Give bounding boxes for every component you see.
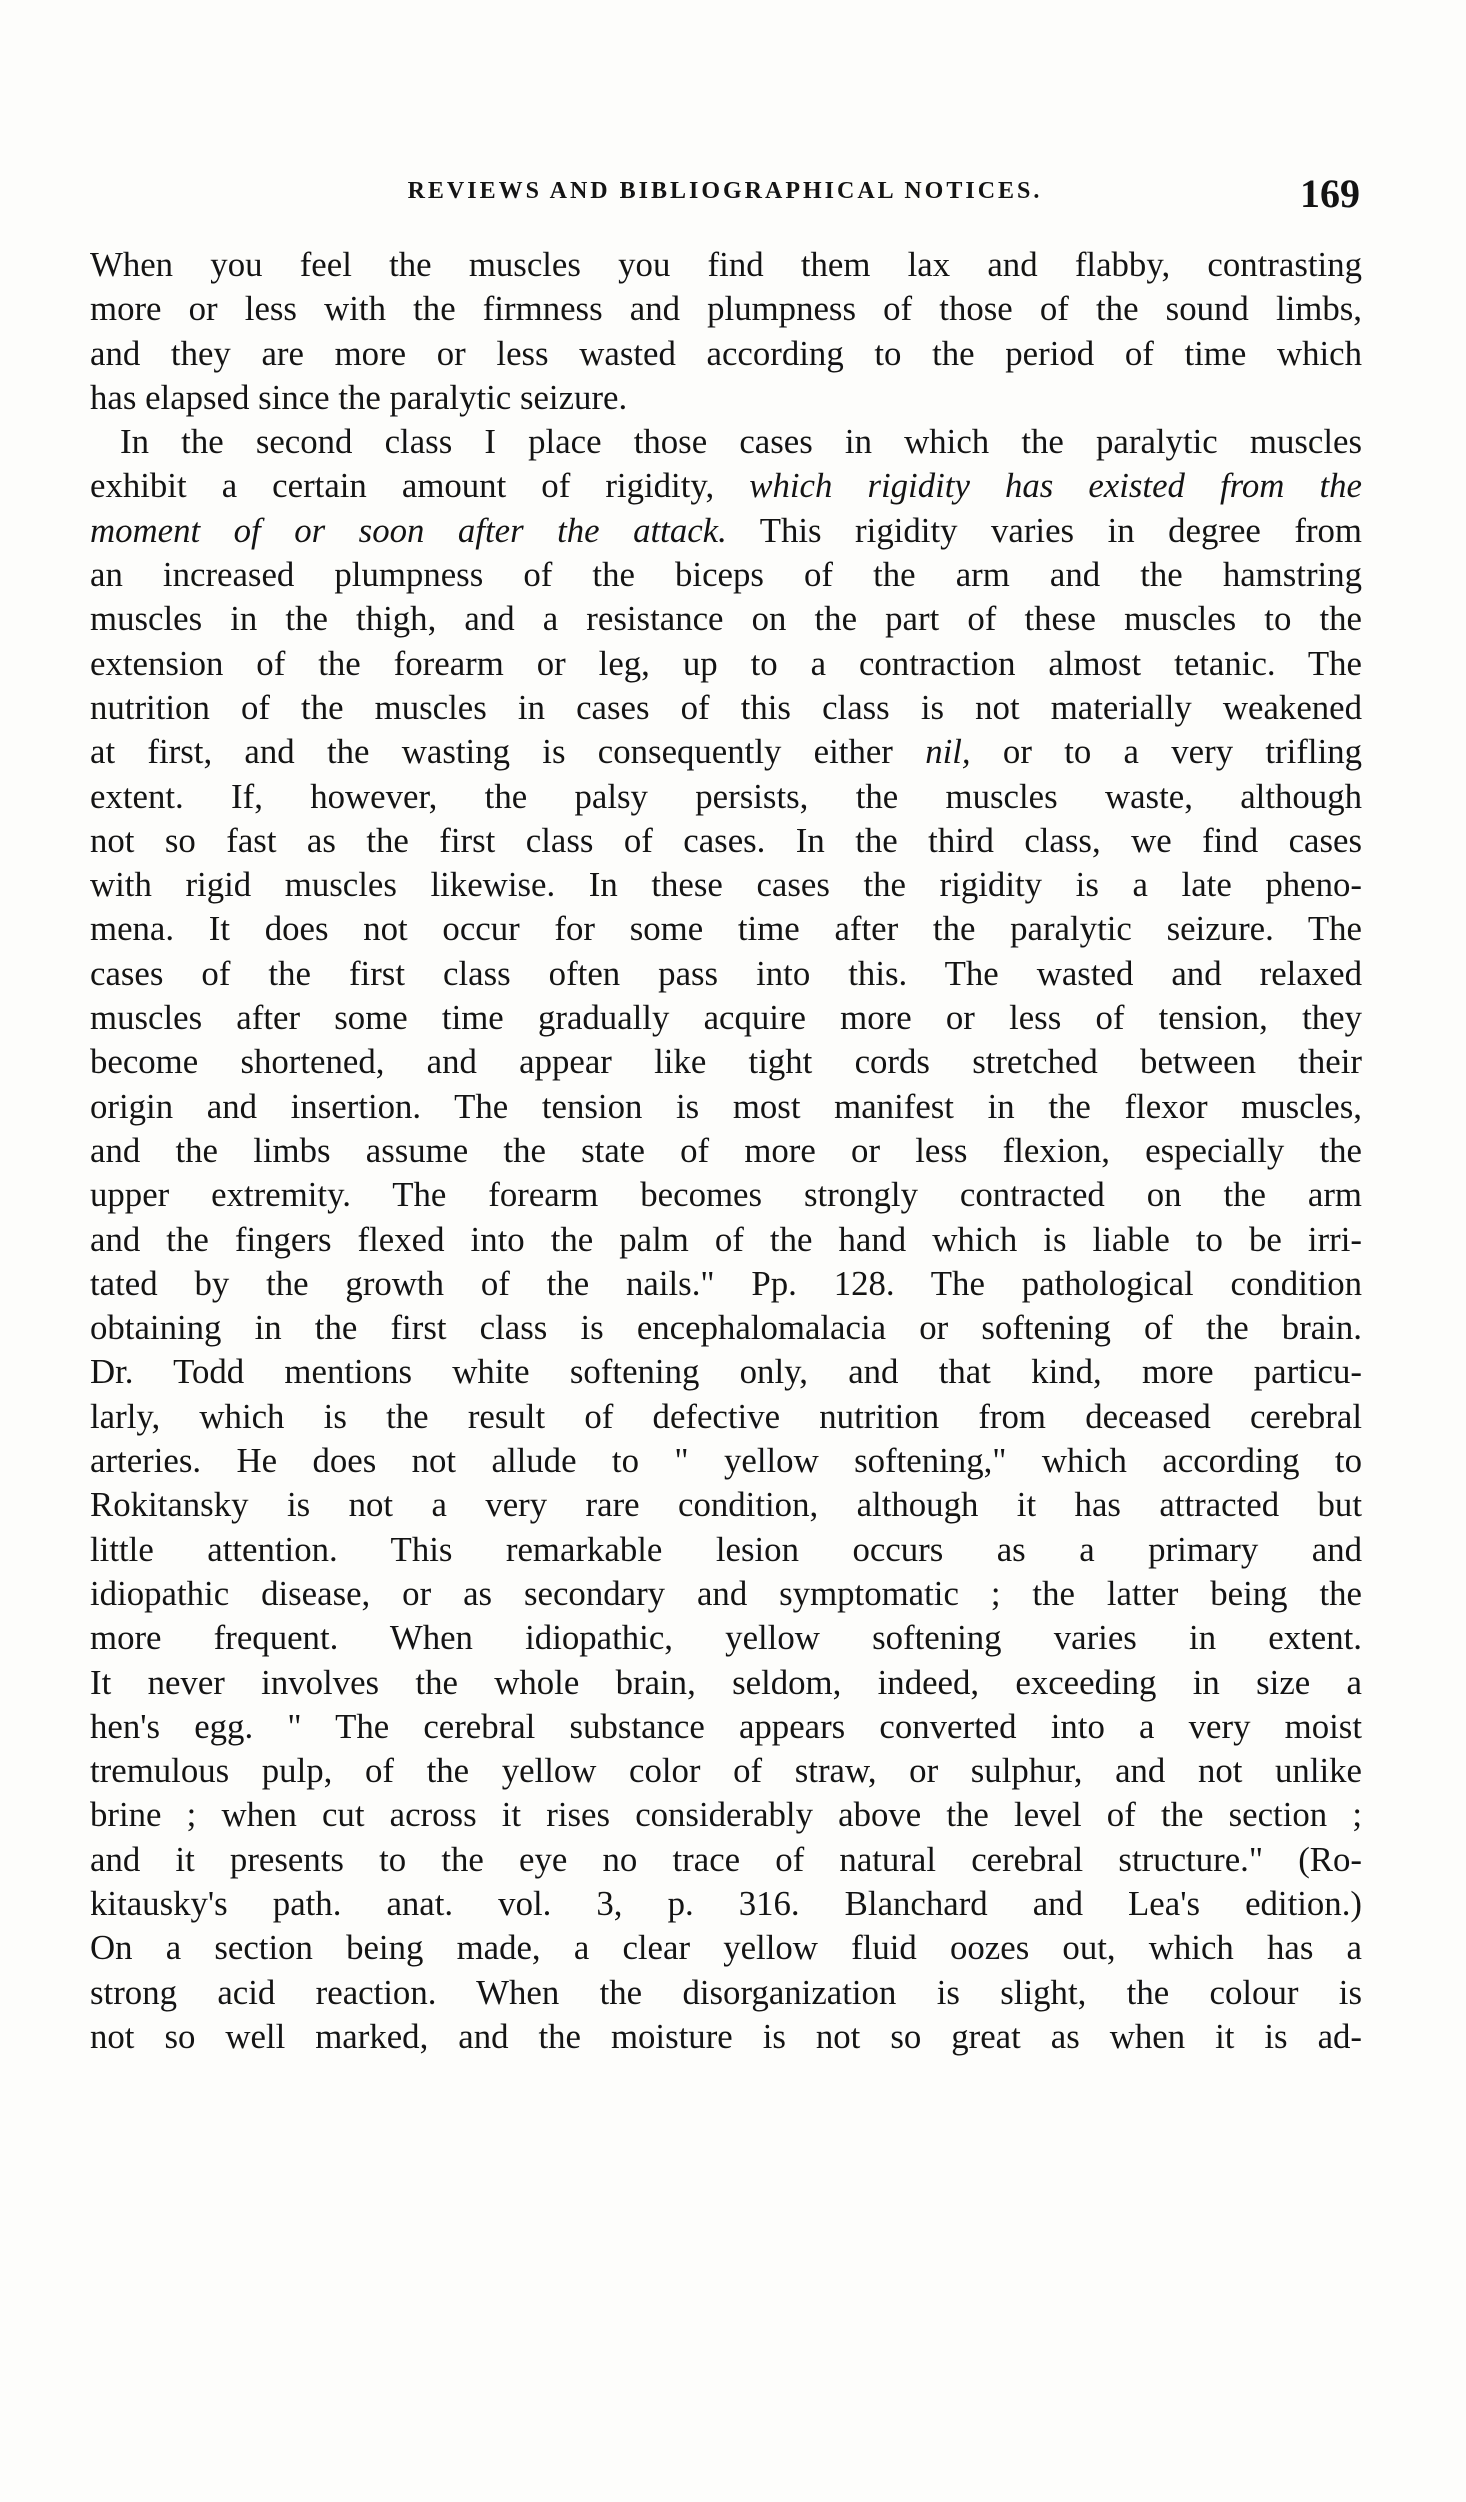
text-line: and it presents to the eye no trace of natural cerebral structure." (Ro-	[90, 1839, 1362, 1879]
text-line: has elapsed since the paralytic seizure.	[90, 377, 628, 417]
italic-text-run: which rigidity has existed from the	[749, 466, 1362, 506]
text-line: not so fast as the first class of cases. In the third class, we find cases	[90, 820, 1362, 860]
text-line: more or less with the firmness and plumpness of those of the sound limbs,	[90, 289, 1362, 329]
body-text	[90, 243, 1362, 2059]
text-line: and the fingers flexed into the palm of the hand which is liable to be irri-	[90, 1219, 1362, 1259]
text-line	[90, 509, 1362, 553]
text-line: obtaining in the first class is encephalomalacia or softening of the brain.	[90, 1308, 1362, 1348]
italic-text-run: moment of or soon after the attack.	[90, 510, 727, 550]
text-line: mena. It does not occur for some time after the paralytic seizure. The	[90, 909, 1362, 949]
text-line: muscles in the thigh, and a resistance on the part of these muscles to the	[90, 599, 1362, 639]
text-line: tremulous pulp, of the yellow color of straw, or sulphur, and not unlike	[90, 1751, 1362, 1791]
text-line: cases of the first class often pass into this. The wasted and relaxed	[90, 953, 1362, 993]
text-line: tated by the growth of the nails." Pp. 128. The pathological condition	[90, 1263, 1362, 1303]
text-line: larly, which is the result of defective nutrition from deceased cerebral	[90, 1396, 1362, 1436]
text-line: brine ; when cut across it rises considerably above the level of the section ;	[90, 1795, 1362, 1835]
text-line: become shortened, and appear like tight cords stretched between their	[90, 1042, 1362, 1082]
text-line: Dr. Todd mentions white softening only, and that kind, more particu-	[90, 1352, 1362, 1392]
text-line: extension of the forearm or leg, up to a contraction almost tetanic. The	[90, 643, 1362, 683]
italic-text-run: nil,	[925, 732, 971, 772]
text-line: not so well marked, and the moisture is not so great as when it is ad-	[90, 2016, 1362, 2056]
text-line: hen's egg. " The cerebral substance appears converted into a very moist	[90, 1706, 1362, 1746]
text-run: at first, and the wasting is consequently either	[90, 732, 893, 772]
text-line: little attention. This remarkable lesion occurs as a primary and	[90, 1529, 1362, 1569]
text-line: When you feel the muscles you find them lax and flabby, contrasting	[90, 245, 1362, 284]
running-head	[90, 170, 1360, 220]
text-line: and the limbs assume the state of more or less flexion, especially the	[90, 1130, 1362, 1170]
text-line: idiopathic disease, or as secondary and symptomatic ; the latter being the	[90, 1573, 1362, 1613]
text-line: nutrition of the muscles in cases of this class is not materially weakened	[90, 687, 1362, 727]
text-run: exhibit a certain amount of rigidity,	[90, 466, 715, 506]
running-title: REVIEWS AND BIBLIOGRAPHICAL NOTICES.	[407, 178, 1043, 204]
text-line: more frequent. When idiopathic, yellow softening varies in extent.	[90, 1618, 1362, 1658]
text-line: In the second class I place those cases in which the paralytic muscles	[120, 422, 1362, 462]
text-line: arteries. He does not allude to " yellow softening," which according to	[90, 1441, 1362, 1481]
text-line: kitausky's path. anat. vol. 3, p. 316. Blanchard and Lea's edition.)	[90, 1883, 1362, 1923]
text-line: an increased plumpness of the biceps of the arm and the hamstring	[90, 555, 1362, 595]
text-line	[90, 730, 1362, 774]
text-line: It never involves the whole brain, seldom, indeed, exceeding in size a	[90, 1662, 1362, 1702]
text-run: This rigidity varies in degree from	[759, 510, 1362, 550]
text-line: muscles after some time gradually acquire more or less of tension, they	[90, 998, 1362, 1038]
text-line: strong acid reaction. When the disorganization is slight, the colour is	[90, 1972, 1362, 2012]
text-line: with rigid muscles likewise. In these cases the rigidity is a late pheno-	[90, 865, 1362, 905]
text-line: upper extremity. The forearm becomes strongly contracted on the arm	[90, 1175, 1362, 1215]
text-line: and they are more or less wasted according to the period of time which	[90, 333, 1362, 373]
text-line: origin and insertion. The tension is most manifest in the flexor muscles,	[90, 1086, 1362, 1126]
page-number: 169	[1300, 171, 1360, 216]
text-line: On a section being made, a clear yellow fluid oozes out, which has a	[90, 1928, 1362, 1968]
text-line: extent. If, however, the palsy persists, the muscles waste, although	[90, 776, 1362, 816]
text-line	[90, 464, 1362, 508]
text-run: or to a very trifling	[1002, 732, 1363, 772]
text-line: Rokitansky is not a very rare condition, although it has attracted but	[90, 1485, 1362, 1525]
